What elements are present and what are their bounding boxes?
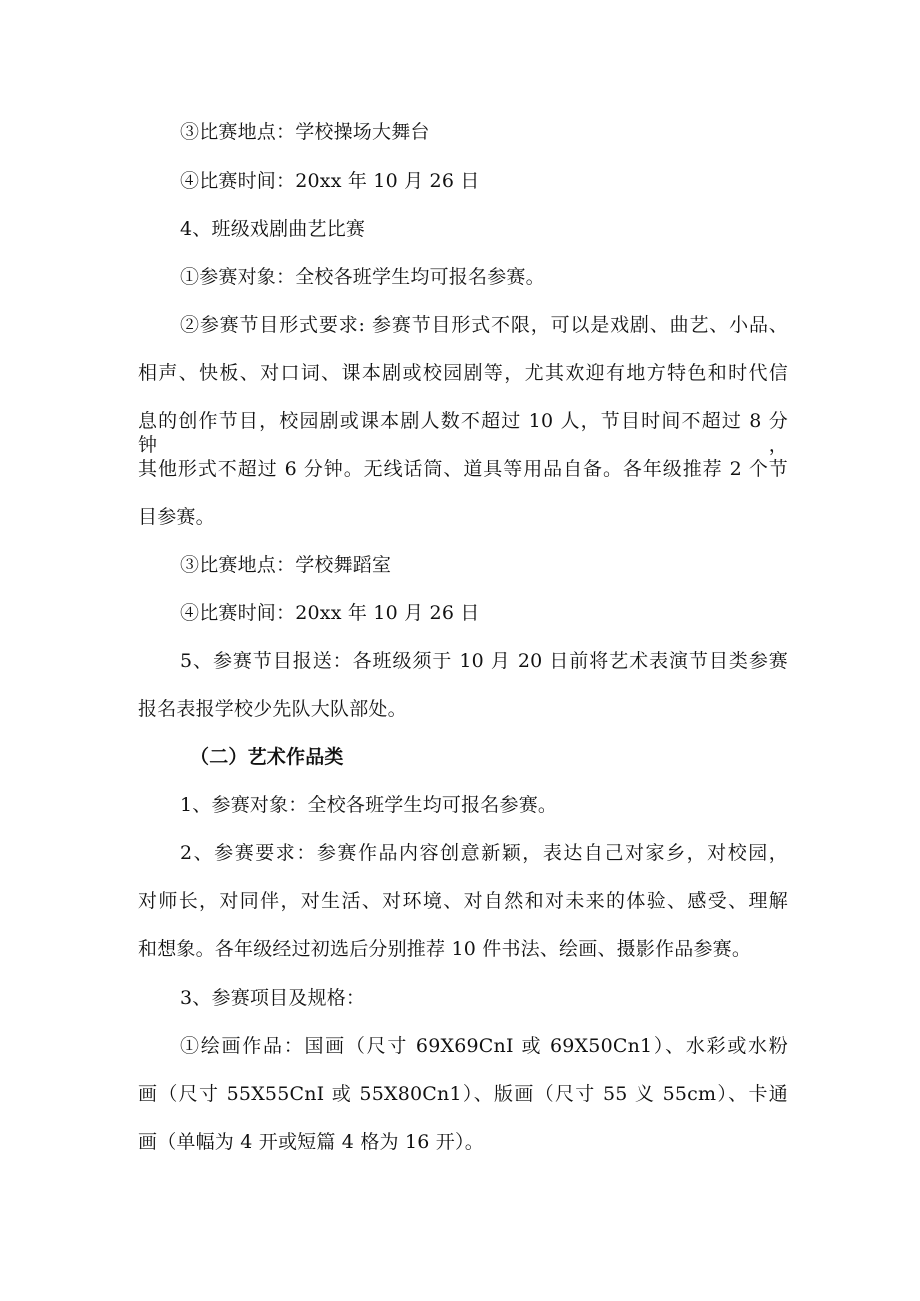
paragraph-line: 其他形式不超过 6 分钟。无线话筒、道具等用品自备。各年级推荐 2 个节 [138,458,788,480]
paragraph-line: 2、参赛要求：参赛作品内容创意新颖，表达自己对家乡，对校园， [180,842,788,864]
paragraph-line: 目参赛。 [138,506,215,528]
paragraph-line: 相声、快板、对口词、课本剧或校园剧等，尤其欢迎有地方特色和时代信 [138,362,788,384]
paragraph-line: ②参赛节目形式要求: 参赛节目形式不限，可以是戏剧、曲艺、小品、 [180,314,788,336]
paragraph-line: 和想象。各年级经过初选后分别推荐 10 件书法、绘画、摄影作品参赛。 [138,938,752,960]
paragraph-line: ④比赛时间：20xx 年 10 月 26 日 [180,170,480,192]
paragraph-line: 5、参赛节目报送：各班级须于 10 月 20 日前将艺术表演节目类参赛 [180,650,788,672]
paragraph-line: 画（尺寸 55X55CnI 或 55X80Cn1）、版画（尺寸 55 义 55cm）、卡通 [138,1083,788,1105]
paragraph-line: ④比赛时间：20xx 年 10 月 26 日 [180,602,480,624]
section-heading: （二）艺术作品类 [190,746,344,768]
paragraph-line: 对师长，对同伴，对生活、对环境、对自然和对未来的体验、感受、理解 [138,890,788,912]
paragraph-line: 3、参赛项目及规格： [180,987,366,1009]
section-item-title: 4、班级戏剧曲艺比赛 [180,218,366,240]
paragraph-line: 画（单幅为 4 开或短篇 4 格为 16 开）。 [138,1131,484,1153]
paragraph-line: ③比赛地点：学校舞蹈室 [180,554,392,576]
paragraph-line: ③比赛地点：学校操场大舞台 [180,121,430,143]
paragraph-line: 息的创作节目，校园剧或课本剧人数不超过 10 人，节目时间不超过 8 分钟， [138,410,788,456]
paragraph-line: ①参赛对象：全校各班学生均可报名参赛。 [180,266,545,288]
paragraph-line: ①绘画作品：国画（尺寸 69X69CnI 或 69X50Cn1）、水彩或水粉 [180,1035,788,1057]
paragraph-line: 1、参赛对象：全校各班学生均可报名参赛。 [180,794,558,816]
paragraph-line: 报名表报学校少先队大队部处。 [138,698,407,720]
